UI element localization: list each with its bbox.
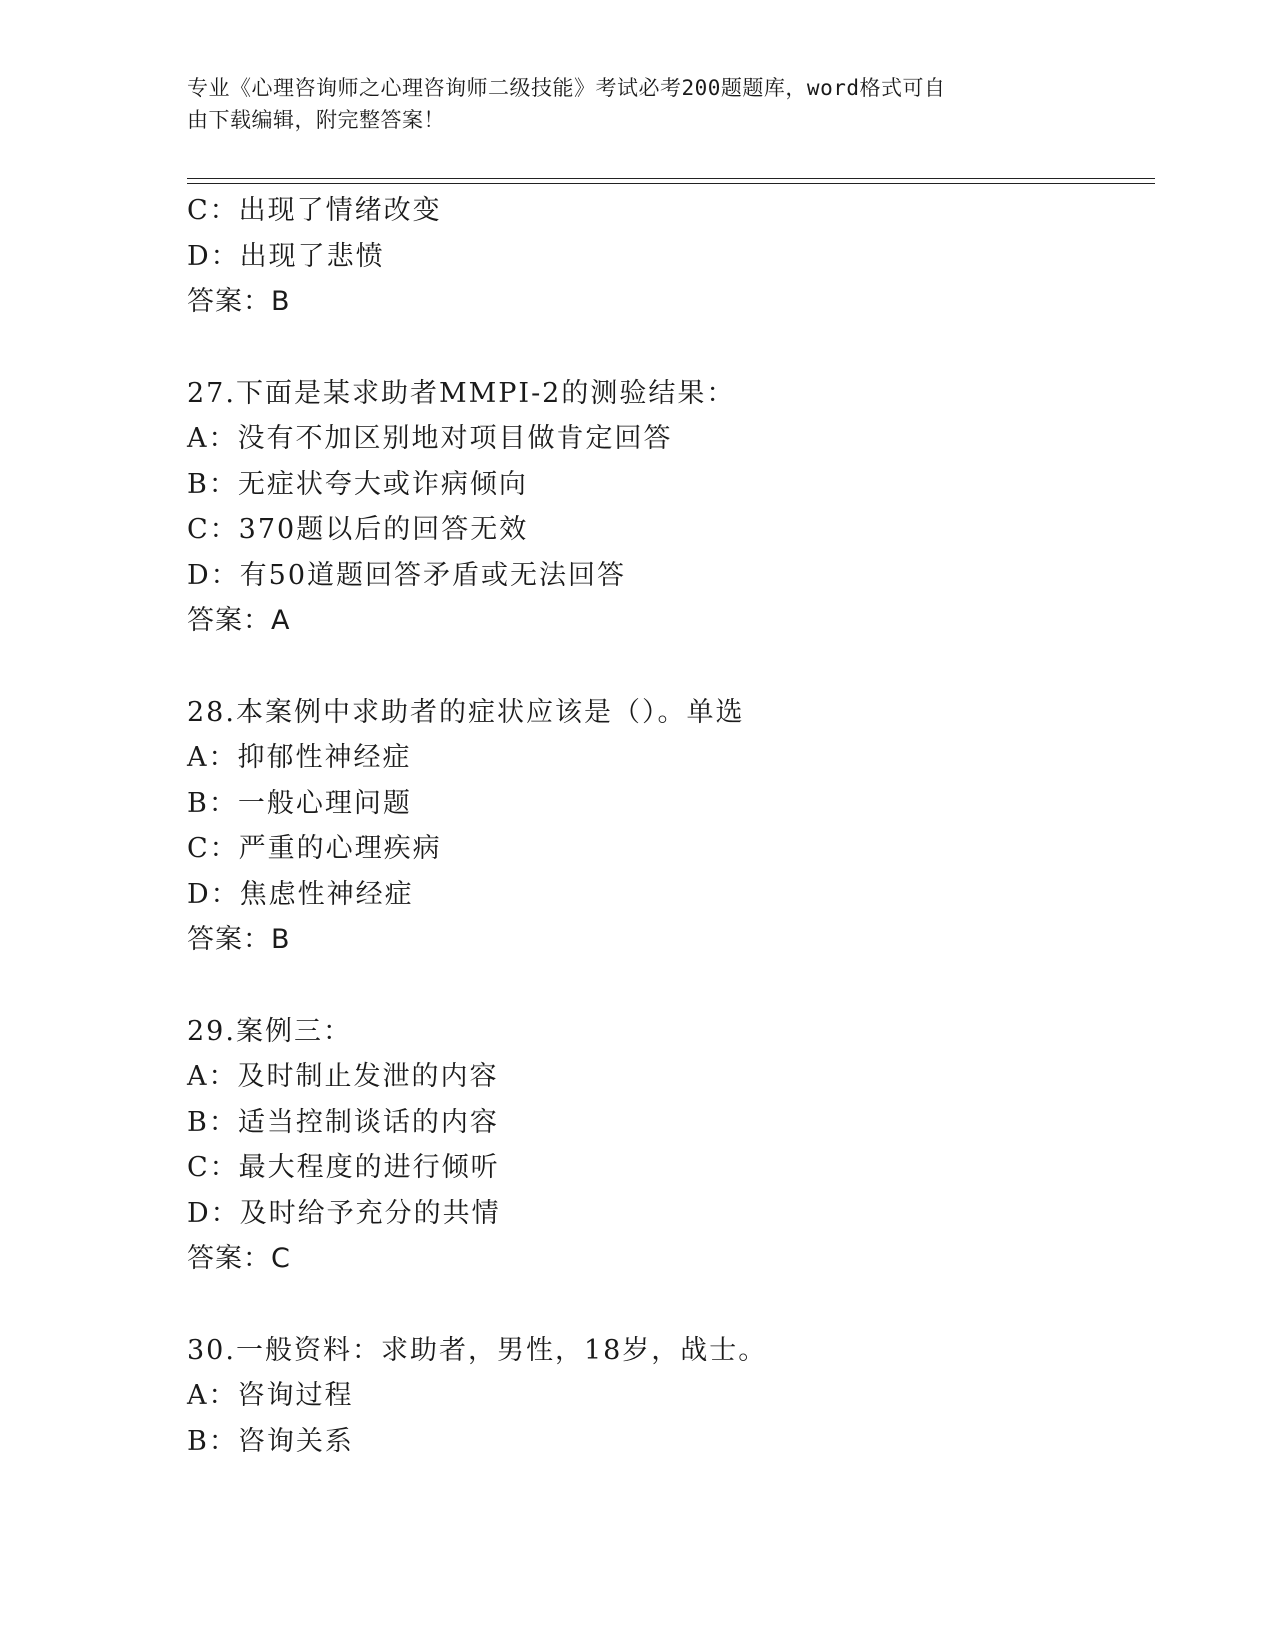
option-c: C：严重的心理疾病 bbox=[187, 833, 442, 864]
option-d: D：出现了悲愤 bbox=[187, 240, 385, 272]
question-26-tail bbox=[187, 188, 1147, 325]
option-b: B：一般心理问题 bbox=[187, 787, 412, 819]
question-stem: 29.案例三： bbox=[187, 1015, 352, 1047]
question-stem: 30.一般资料：求助者，男性，18岁，战士。 bbox=[187, 1334, 768, 1366]
option-a: A：及时制止发泄的内容 bbox=[187, 1061, 499, 1092]
option-a: A：咨询过程 bbox=[187, 1380, 354, 1411]
answer-line: 答案：B bbox=[187, 924, 291, 955]
answer-line: 答案：B bbox=[187, 286, 291, 317]
answer-line: 答案：A bbox=[187, 605, 291, 636]
question-27 bbox=[187, 371, 1147, 644]
question-29 bbox=[187, 1009, 1147, 1282]
spacer bbox=[187, 963, 1147, 1009]
header-line-1: 专业《心理咨询师之心理咨询师二级技能》考试必考200题题库，word格式可自 bbox=[187, 76, 946, 100]
option-a: A：抑郁性神经症 bbox=[187, 742, 412, 773]
document-header bbox=[187, 72, 1067, 136]
option-d: D：有50道题回答矛盾或无法回答 bbox=[187, 559, 627, 591]
question-30 bbox=[187, 1328, 1147, 1465]
spacer bbox=[187, 325, 1147, 371]
option-b: B：咨询关系 bbox=[187, 1425, 354, 1457]
question-list bbox=[187, 188, 1147, 1464]
question-stem: 27.下面是某求助者MMPI-2的测验结果： bbox=[187, 377, 736, 409]
option-c: C：最大程度的进行倾听 bbox=[187, 1152, 500, 1183]
answer-line: 答案：C bbox=[187, 1243, 291, 1274]
spacer bbox=[187, 644, 1147, 690]
option-c: C：370题以后的回答无效 bbox=[187, 514, 529, 545]
option-d: D：及时给予充分的共情 bbox=[187, 1197, 501, 1229]
option-a: A：没有不加区别地对项目做肯定回答 bbox=[187, 423, 673, 454]
header-divider-bottom bbox=[187, 183, 1155, 184]
header-divider-top bbox=[187, 178, 1155, 179]
spacer bbox=[187, 1282, 1147, 1328]
question-28 bbox=[187, 690, 1147, 963]
question-stem: 28.本案例中求助者的症状应该是（）。单选 bbox=[187, 696, 745, 728]
option-c: C：出现了情绪改变 bbox=[187, 195, 442, 226]
option-b: B：无症状夸大或诈病倾向 bbox=[187, 468, 528, 500]
option-b: B：适当控制谈话的内容 bbox=[187, 1106, 499, 1138]
option-d: D：焦虑性神经症 bbox=[187, 878, 414, 910]
header-line-2: 由下载编辑，附完整答案！ bbox=[187, 108, 445, 132]
